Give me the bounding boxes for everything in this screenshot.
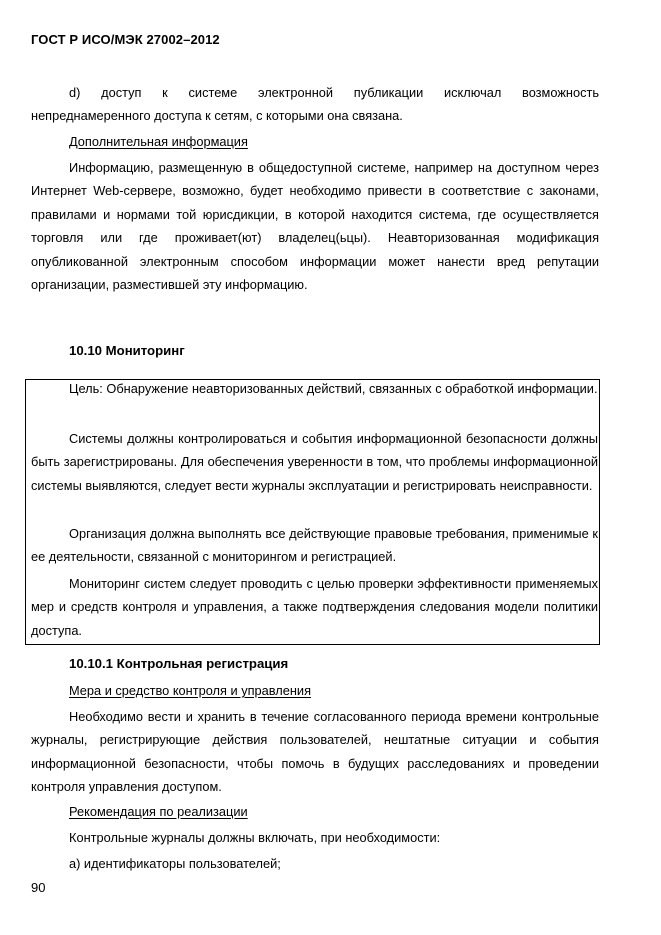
guidance-paragraph	[31, 826, 599, 849]
control-heading-block	[31, 679, 599, 702]
additional-info-heading-block	[31, 130, 599, 153]
subsection-heading-block	[31, 652, 599, 675]
objective-p2-block	[31, 522, 598, 569]
control-heading: Мера и средство контроля и управления	[69, 683, 312, 698]
objective-box-content	[31, 377, 598, 400]
objective-p1: Системы должны контролироваться и события информационной безопасности должны быть зарегистрированы. Для обеспечения уверенности в том, что проблемы информационной системы выявляются, следует вести журналы эксплуатации и регистрировать неисправности.	[31, 431, 598, 493]
additional-info-paragraph	[31, 156, 599, 296]
section-heading: 10.10 Мониторинг	[69, 343, 185, 358]
objective-p3-block	[31, 572, 598, 642]
document-header: ГОСТ Р ИСО/МЭК 27002–2012	[31, 32, 220, 47]
section-heading-block	[31, 339, 599, 362]
additional-info-text: Информацию, размещенную в общедоступной системе, например на доступном через Интернет Web-сервере, возможно, будет необходимо привести в соответствие с законами, правилами и нормами той юрисдикции, в которой находится система, где осуществляется торговля или где проживает(ют) владелец(ьцы). Неавторизованная модификация опубликованной электронным способом информации может нанести вред репутации организации, разместившей эту информацию.	[31, 160, 599, 293]
item-d-text: d) доступ к системе электронной публикации исключал возможность непреднамеренного доступа к сетям, с которыми она связана.	[31, 85, 599, 124]
page-number: 90	[31, 880, 46, 895]
objective-p1-block	[31, 427, 598, 497]
control-paragraph	[31, 705, 599, 799]
objective-goal: Цель: Обнаружение неавторизованных действий, связанных с обработкой информации.	[69, 381, 598, 396]
guidance-heading-block	[31, 800, 599, 823]
item-a-text: a) идентификаторы пользователей;	[69, 856, 281, 871]
guidance-heading: Рекомендация по реализации	[69, 804, 248, 819]
guidance-text: Контрольные журналы должны включать, при необходимости:	[69, 830, 441, 845]
control-text: Необходимо вести и хранить в течение согласованного периода времени контрольные журналы, регистрирующие действия пользователей, нештатные ситуации и события информационной безопасности, чтобы помочь в будущих расследованиях и проведении контроля управления доступом.	[31, 709, 599, 795]
objective-p3: Мониторинг систем следует проводить с целью проверки эффективности применяемых мер и средств контроля и управления, а также подтверждения следования модели политики доступа.	[31, 576, 598, 638]
item-d	[31, 81, 599, 128]
subsection-heading: 10.10.1 Контрольная регистрация	[69, 656, 289, 671]
additional-info-heading: Дополнительная информация	[69, 134, 248, 149]
item-a	[31, 852, 599, 875]
objective-p2: Организация должна выполнять все действующие правовые требования, применимые к ее деятельности, связанной с мониторингом и регистрацией.	[31, 526, 598, 565]
